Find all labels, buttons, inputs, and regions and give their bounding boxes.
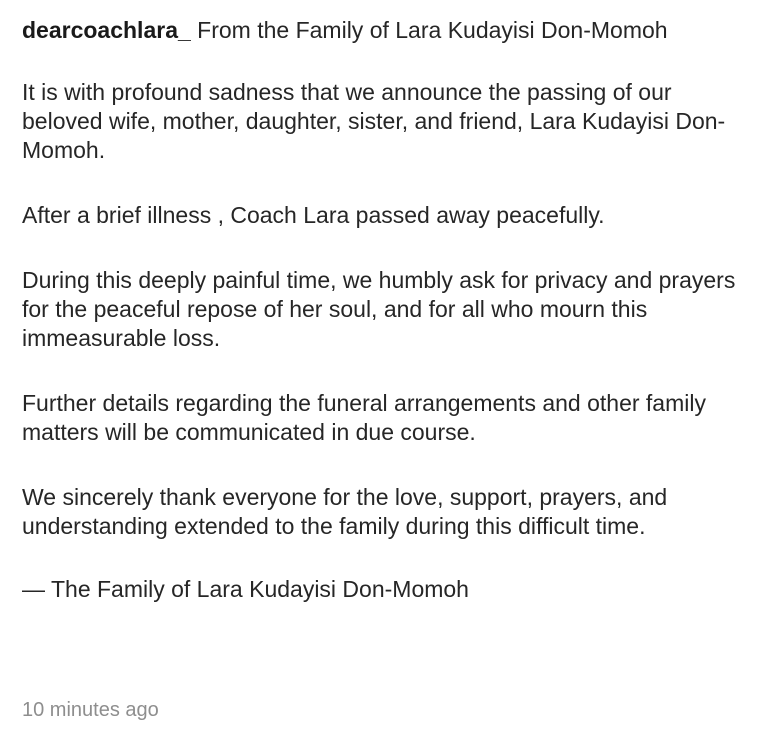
post-timestamp[interactable]: 10 minutes ago (22, 699, 159, 721)
caption-header (22, 16, 746, 45)
caption-paragraph-4: Further details regarding the funeral arrangements and other family matters will be communicated in due course. (22, 390, 706, 445)
caption-paragraph-3: During this deeply painful time, we humbly ask for privacy and prayers for the peaceful repose of her soul, and for all who mourn this immeasurable loss. (22, 267, 736, 351)
username-link[interactable]: dearcoachlara_ (22, 17, 191, 43)
caption-paragraph-2: After a brief illness , Coach Lara passed away peacefully. (22, 202, 605, 228)
caption-paragraph-5: We sincerely thank everyone for the love, support, prayers, and understanding extended to the family during this difficult time. (22, 484, 668, 539)
caption-heading: From the Family of Lara Kudayisi Don-Momoh (197, 17, 668, 43)
caption-signature: — The Family of Lara Kudayisi Don-Momoh (22, 576, 469, 602)
post-caption (22, 16, 746, 604)
caption-paragraph-1: It is with profound sadness that we announce the passing of our beloved wife, mother, daughter, sister, and friend, Lara Kudayisi Don-Momoh. (22, 79, 726, 163)
